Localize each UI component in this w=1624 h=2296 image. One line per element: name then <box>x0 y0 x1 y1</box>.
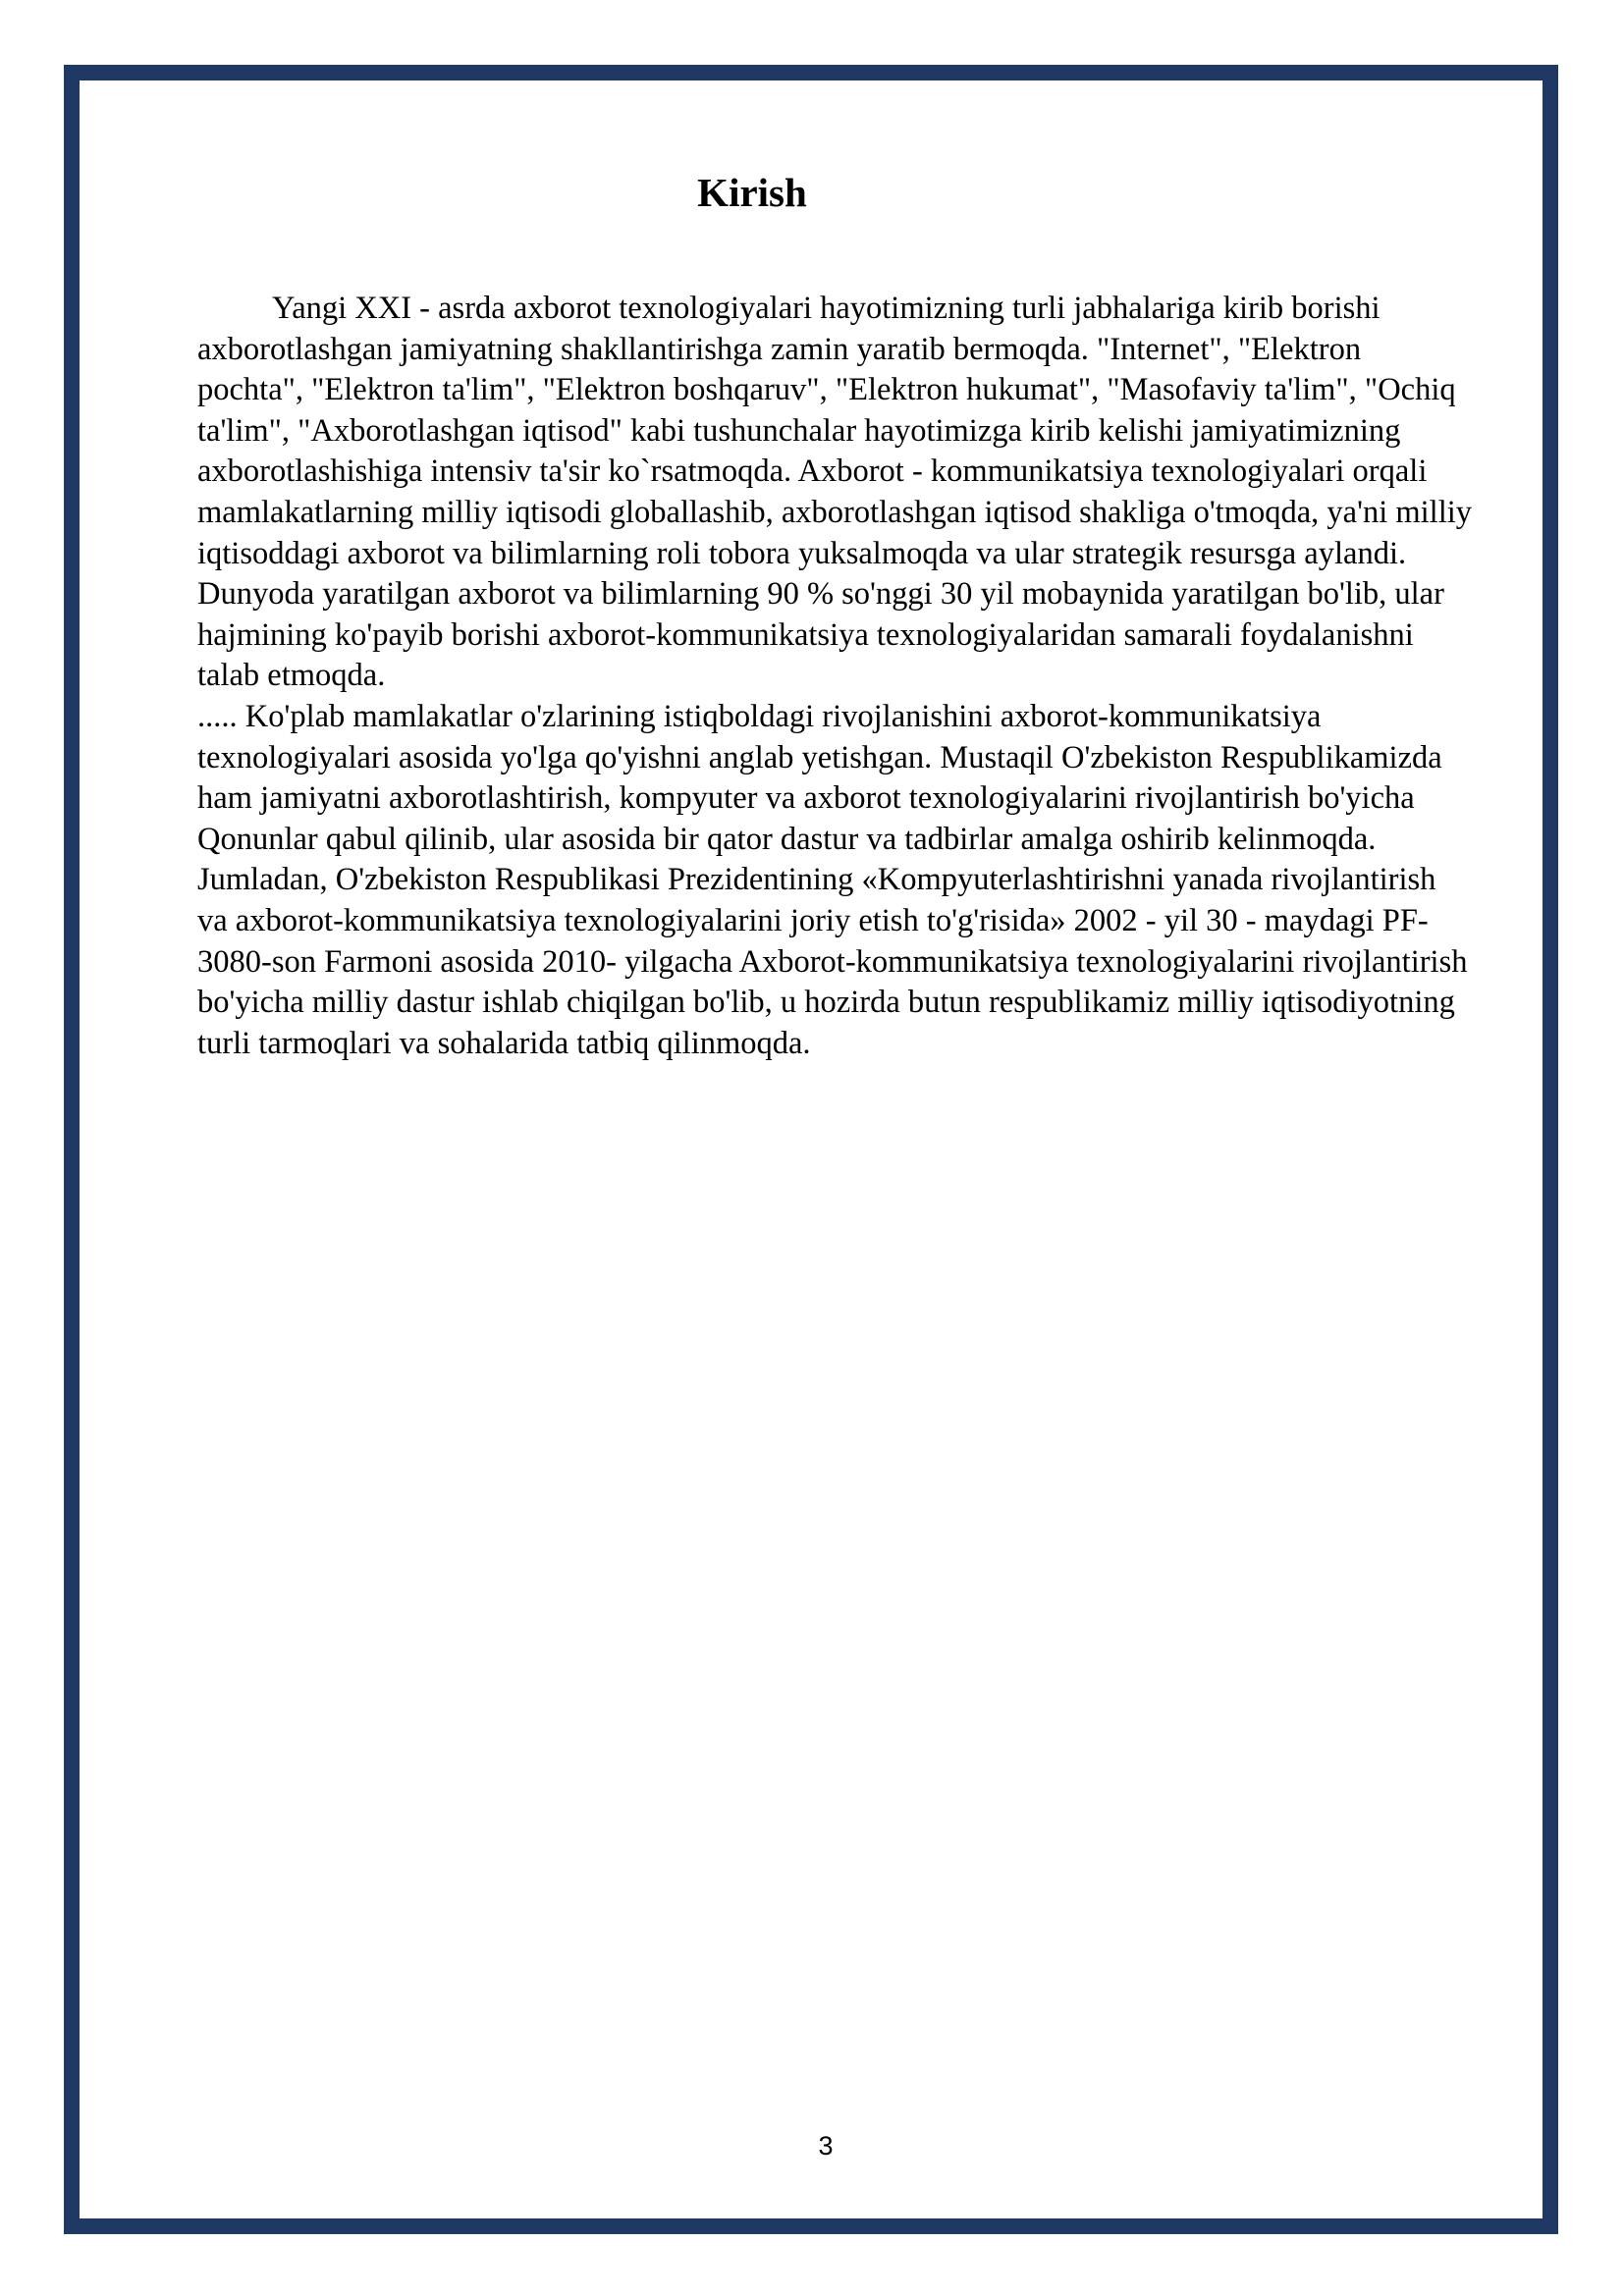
document-body <box>197 289 1474 1064</box>
paragraph-intro: Yangi XXI - asrda axborot texnologiyalari hayotimizning turli jabhalariga kirib borishi axborotlashgan jamiyatning shakllantirishga zamin yaratib bermoqda. "Internet", "Elektron pochta", "Elektron ta'lim", "Elektron boshqaruv", "Elektron hukumat", "Masofaviy ta'lim", "Ochiq ta'lim", "Axborotlashgan iqtisod" kabi tushunchalar hayotimizga kirib kelishi jamiyatimizning axborotlashishiga intensiv ta'sir ko`rsatmoqda. Axborot - kommunikatsiya texnologiyalari orqali mamlakatlarning milliy iqtisodi globallashib, axborotlashgan iqtisod shakliga o'tmoqda, ya'ni milliy iqtisoddagi axborot va bilimlarning roli tobora yuksalmoqda va ular strategik resursga aylandi. Dunyoda yaratilgan axborot va bilimlarning 90 % so'nggi 30 yil mobaynida yaratilgan bo'lib, ular hajmining ko'payib borishi axborot-kommunikatsiya texnologiyalaridan samarali foydalanishni talab etmoqda. <box>197 291 1473 694</box>
page-title: Kirish <box>697 170 807 215</box>
page-number: 3 <box>818 2131 834 2161</box>
paragraph-second: ..... Ko'plab mamlakatlar o'zlarining istiqboldagi rivojlanishini axborot-kommunikatsiya texnologiyalari asosida yo'lga qo'yishni anglab yetishgan. Mustaqil O'zbekiston Respublikamizda ham jamiyatni axborotlashtirish, kompyuter va axborot texnologiyalarini rivojlantirish bo'yicha Qonunlar qabul qilinib, ular asosida bir qator dastur va tadbirlar amalga oshirib kelinmoqda. Jumladan, O'zbekiston Respublikasi Prezidentining «Kompyuterlashtirishni yanada rivojlantirish va axborot-kommunikatsiya texnologiyalarini joriy etish to'g'risida» 2002 - yil 30 - maydagi PF-3080-son Farmoni asosida 2010- yilgacha Axborot-kommunikatsiya texnologiyalarini rivojlantirish bo'yicha milliy dastur ishlab chiqilgan bo'lib, u hozirda butun respublikamiz milliy iqtisodiyotning turli tarmoqlari va sohalarida tatbiq qilinmoqda. <box>197 698 1468 1061</box>
